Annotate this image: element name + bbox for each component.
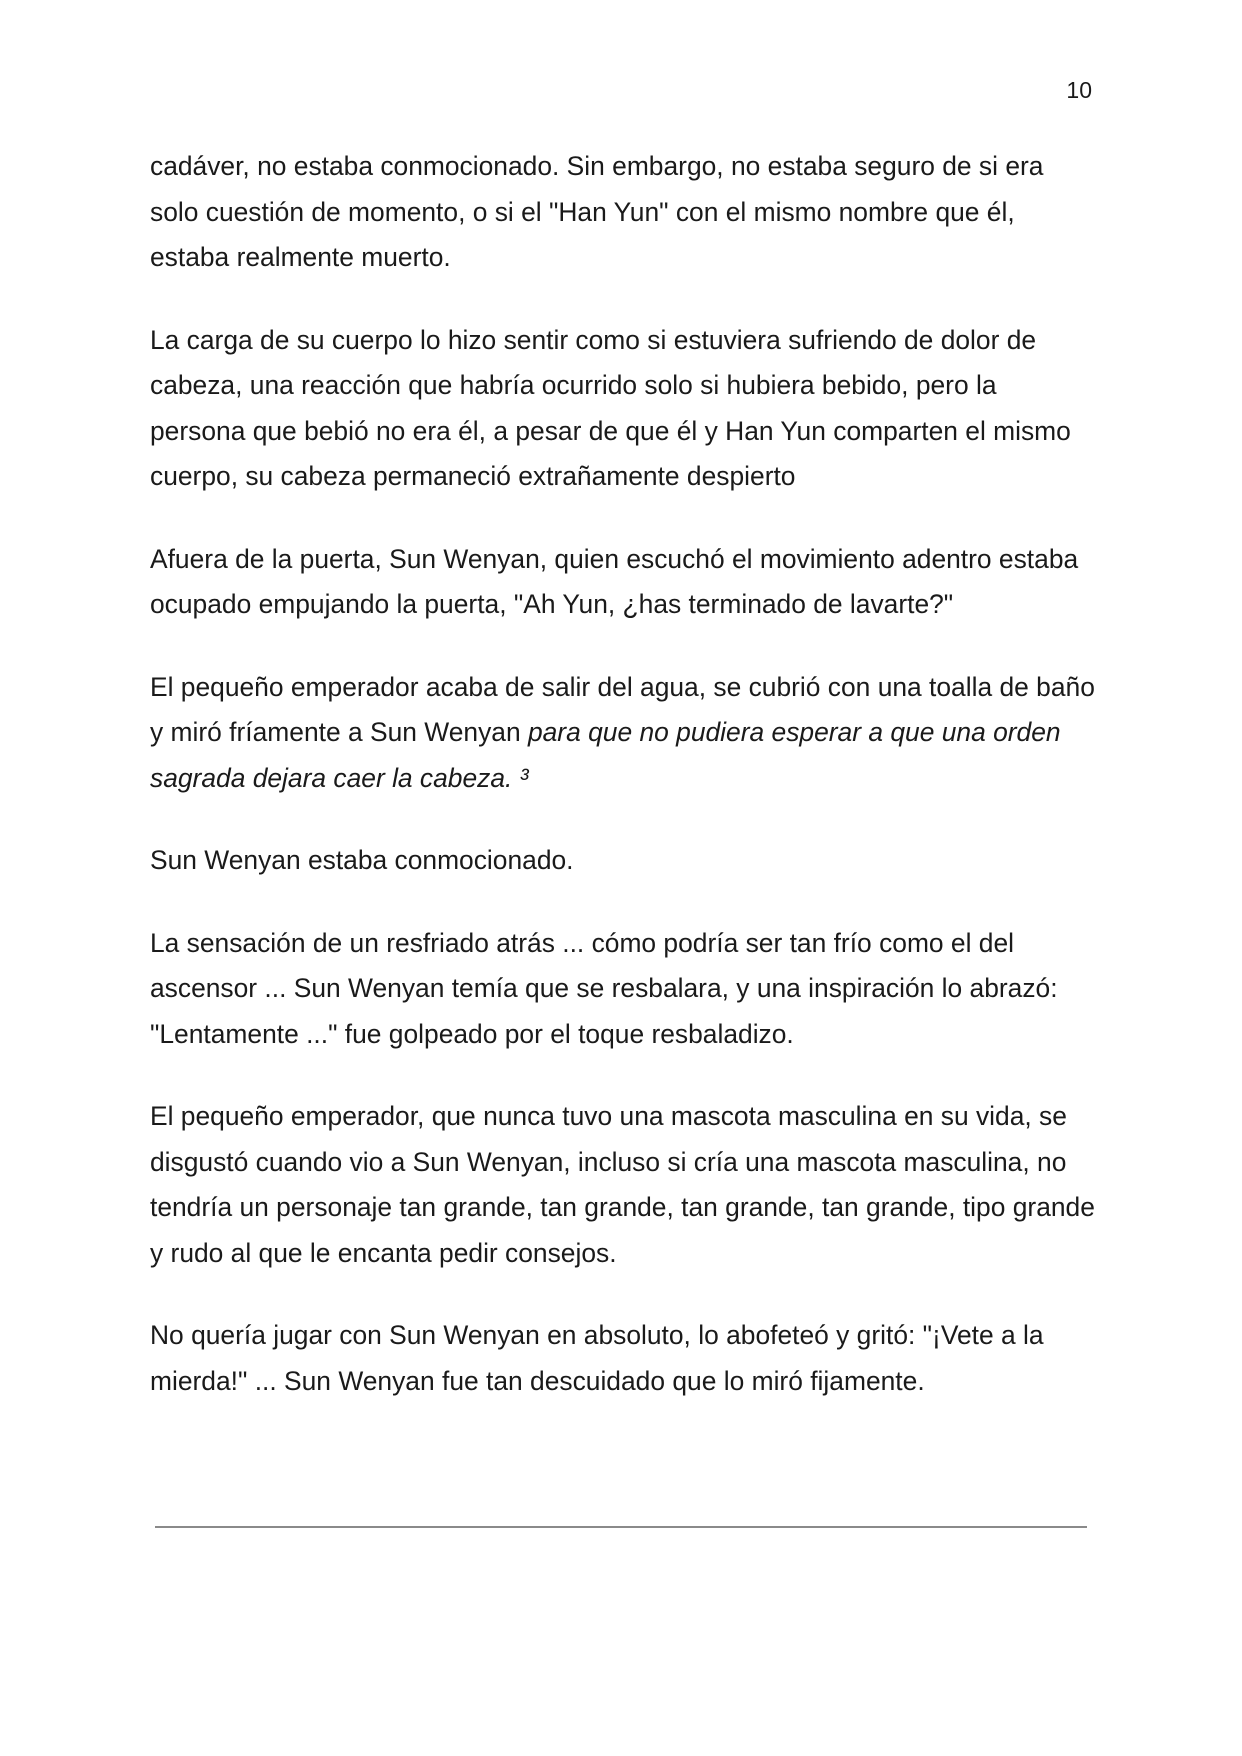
paragraph-6 — [150, 921, 1095, 1058]
paragraph-text: No quería jugar con Sun Wenyan en absoluto, lo abofeteó y gritó: "¡Vete a la mierda!" ... Sun Wenyan fue tan descuidado que lo miró fijamente. — [150, 1320, 1044, 1396]
paragraph-text: Sun Wenyan estaba conmocionado. — [150, 845, 574, 875]
paragraph-text: La carga de su cuerpo lo hizo sentir como si estuviera sufriendo de dolor de cabeza, una reacción que habría ocurrido solo si hubiera bebido, pero la persona que bebió no era él, a pesar de que él y Han Yun comparten el mismo cuerpo, su cabeza permaneció extrañamente despierto — [150, 324, 1071, 491]
paragraph-text: El pequeño emperador acaba de salir del agua, se cubrió con una toalla de baño y miró fríamente a Sun Wenyan — [150, 671, 1095, 747]
paragraph-1 — [150, 144, 1095, 281]
paragraph-3 — [150, 537, 1095, 628]
page-number: 10 — [1066, 77, 1092, 103]
paragraph-text: Afuera de la puerta, Sun Wenyan, quien escuchó el movimiento adentro estaba ocupado empujando la puerta, "Ah Yun, ¿has terminado de lavarte?" — [150, 543, 1079, 619]
paragraph-7 — [150, 1094, 1095, 1276]
paragraph-5 — [150, 838, 1095, 884]
paragraph-text: El pequeño emperador, que nunca tuvo una mascota masculina en su vida, se disgustó cuando vio a Sun Wenyan, incluso si cría una mascota masculina, no tendría un personaje tan grande, tan grande, tan grande, tan grande, tipo grande y rudo al que le encanta pedir consejos. — [150, 1101, 1095, 1268]
paragraph-2 — [150, 318, 1095, 500]
document-body — [150, 144, 1095, 1441]
paragraph-text: cadáver, no estaba conmocionado. Sin embargo, no estaba seguro de si era solo cuestión de momento, o si el "Han Yun" con el mismo nombre que él, estaba realmente muerto. — [150, 151, 1044, 272]
footnote-separator — [155, 1526, 1087, 1528]
paragraph-8 — [150, 1313, 1095, 1404]
paragraph-text: La sensación de un resfriado atrás ... cómo podría ser tan frío como el del ascensor ... Sun Wenyan temía que se resbalara, y una inspiración lo abrazó: "Lentamente ..." fue golpeado por el toque resbaladizo. — [150, 927, 1058, 1049]
paragraph-italic-text: para que no pudiera esperar a que una orden sagrada dejara caer la cabeza. ³ — [150, 717, 1061, 793]
paragraph-4 — [150, 665, 1095, 802]
